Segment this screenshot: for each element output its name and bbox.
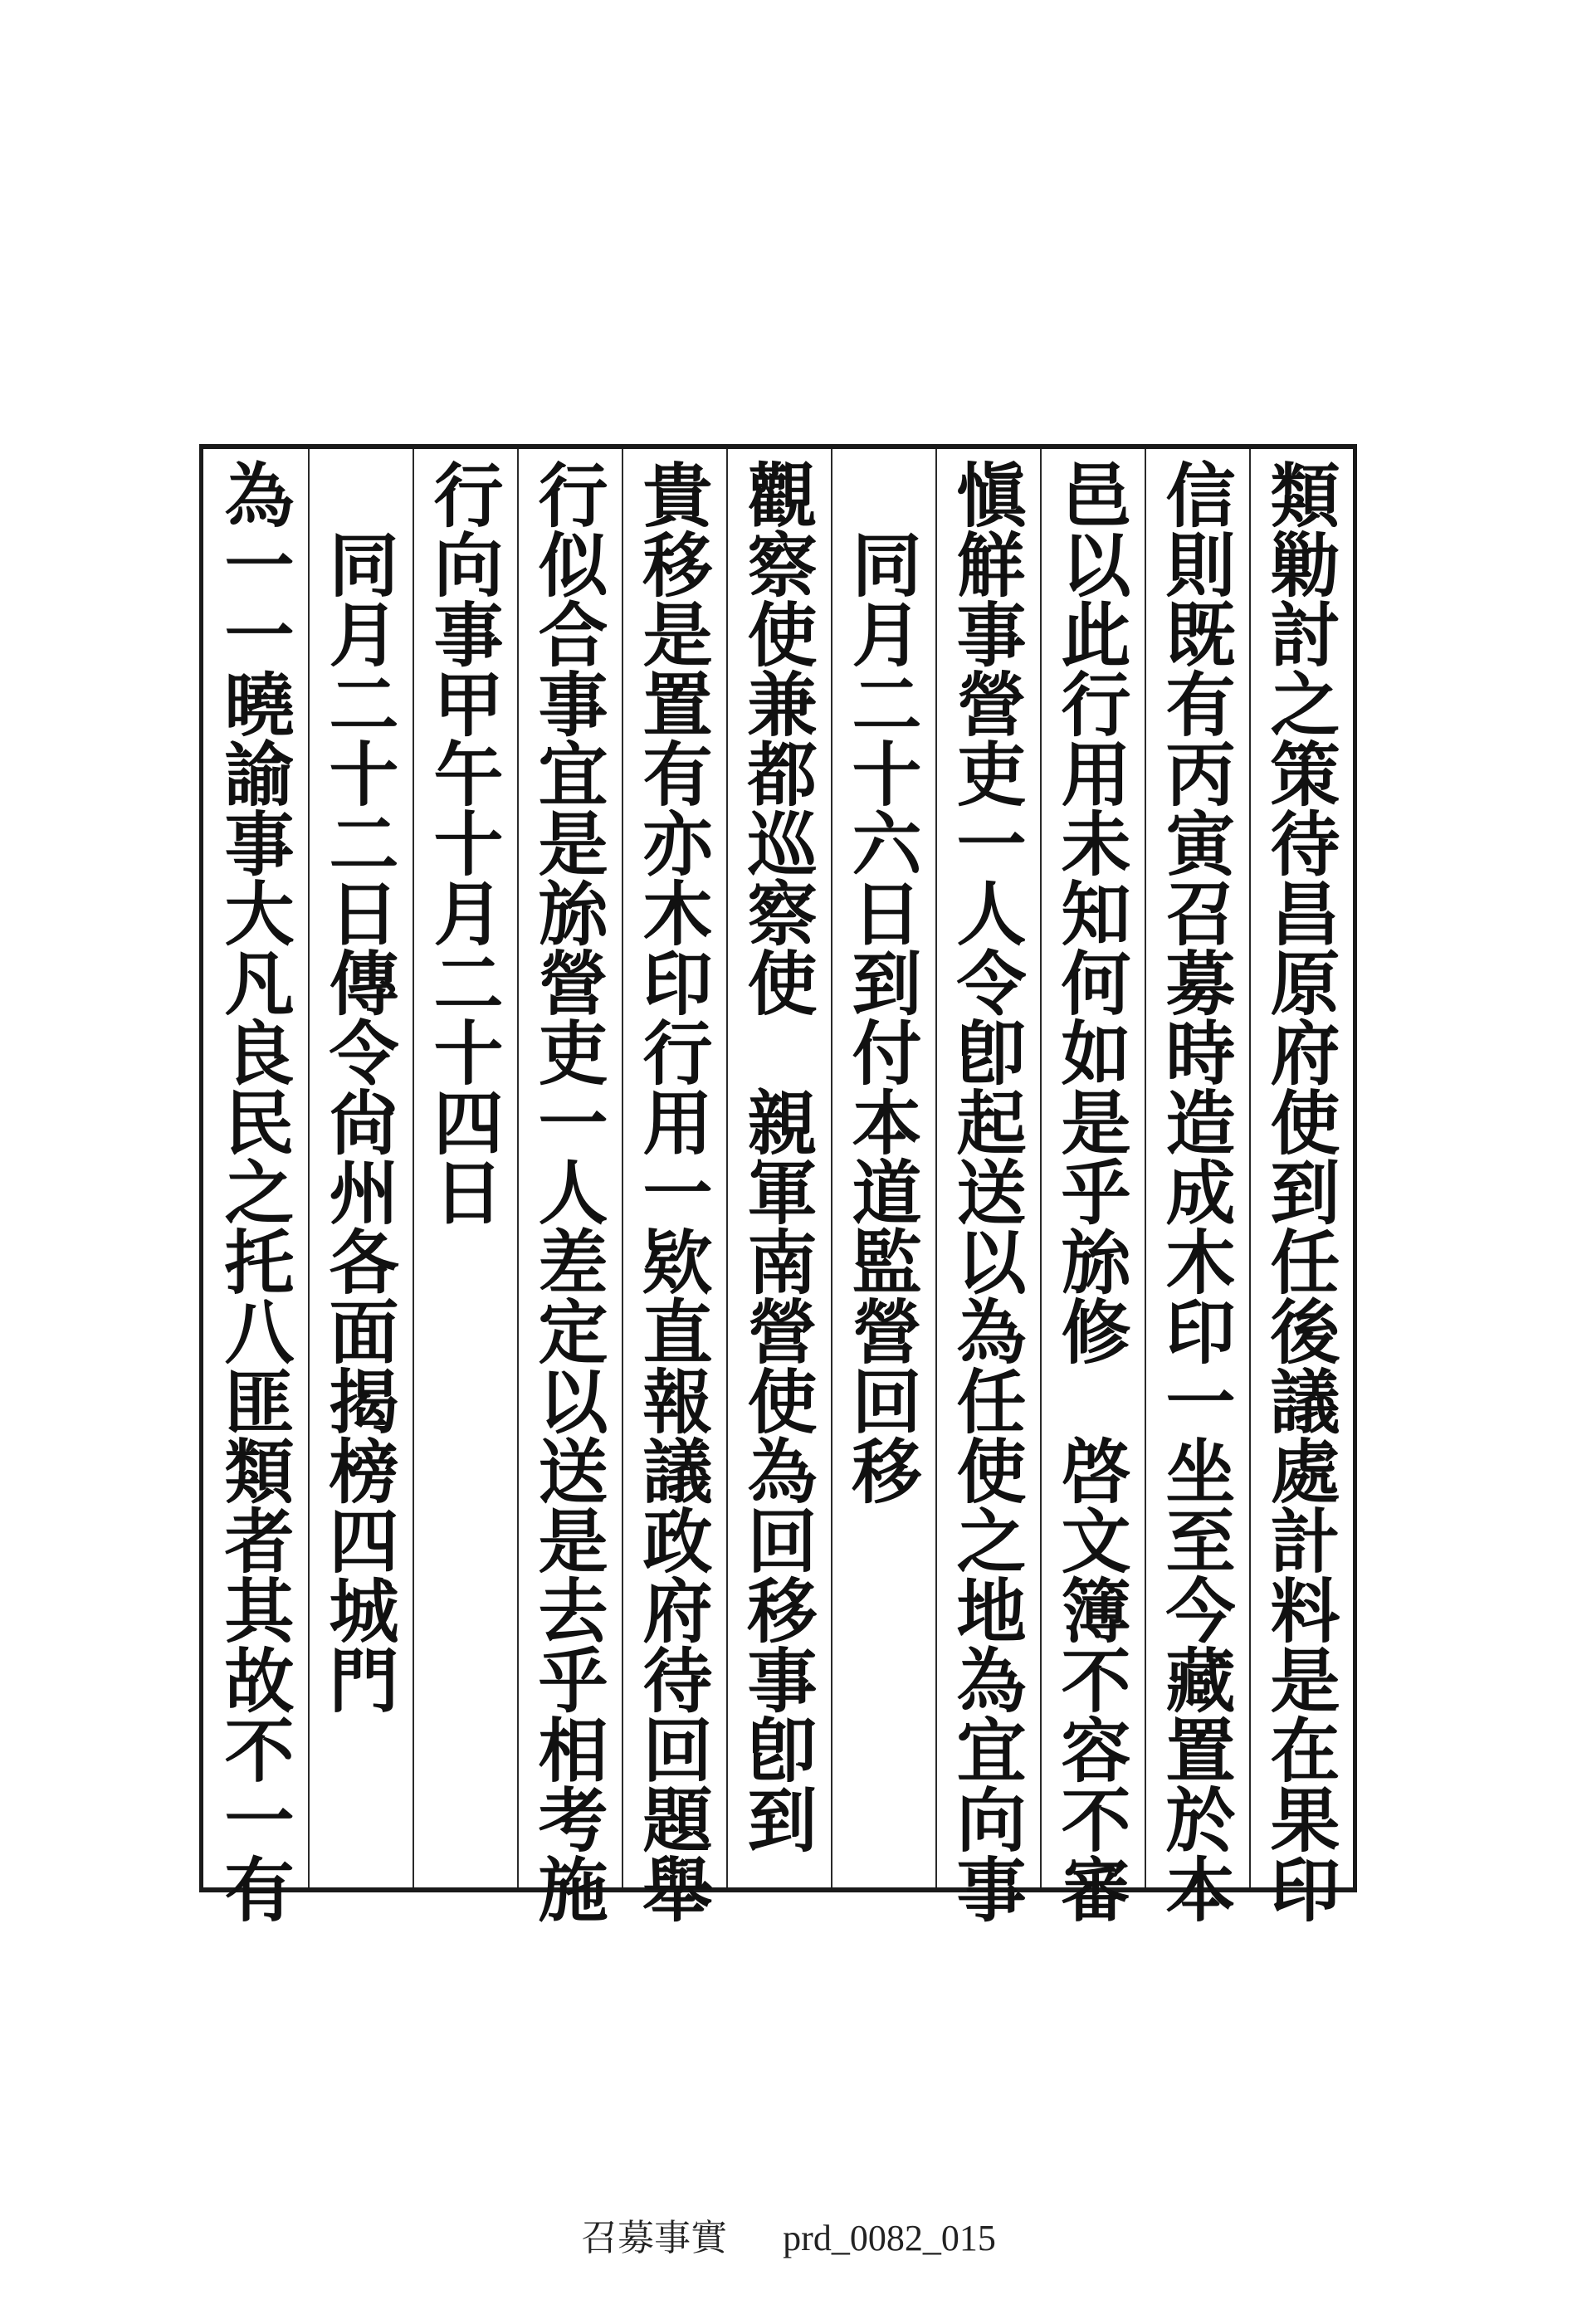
book-title: 召募事實 [581,2218,728,2258]
text-column: 同月二十六日到付本道監營回移 [841,459,923,1505]
column-rule [308,449,310,1887]
text-column: 行似合事宜是旀營吏一人差定以送是去乎相考施 [527,459,609,1923]
column-rule [935,449,937,1887]
column-rule [831,449,832,1887]
text-column: 類勦討之策待昌原府使到任後議處計料是在果印 [1259,459,1341,1923]
text-column: 行向事甲午十月二十四日 [422,459,505,1226]
column-rule [1040,449,1042,1887]
text-column: 信則既有丙寅召募時造成木印一坐至今藏置於本 [1155,459,1237,1923]
text-column: 為一一曉諭事大凡良民之托八匪類者其故不一有 [213,459,295,1923]
text-column: 貴移是置有亦木印行用一欵直報議政府待回題舉 [632,459,714,1923]
column-rule [517,449,519,1887]
text-frame [199,444,1357,1923]
text-column: 觀察使兼都巡察使 親軍南營使為回移事卽到 [736,459,818,1853]
column-rule [1145,449,1146,1887]
text-column: 愼觧事營吏一人令卽起送以為任使之地為宜向事 [945,459,1028,1923]
page-code: prd_0082_015 [783,2218,996,2258]
column-rule [726,449,728,1887]
text-column: 同月二十二日傳令尙州各面揭榜四城門 [318,459,400,1714]
column-rule [622,449,623,1887]
column-rule [413,449,414,1887]
column-rule [1249,449,1251,1887]
page-footer [0,2208,1577,2261]
text-column: 邑以此行用未知何如是乎旀修 啓文簿不容不審 [1050,459,1132,1923]
